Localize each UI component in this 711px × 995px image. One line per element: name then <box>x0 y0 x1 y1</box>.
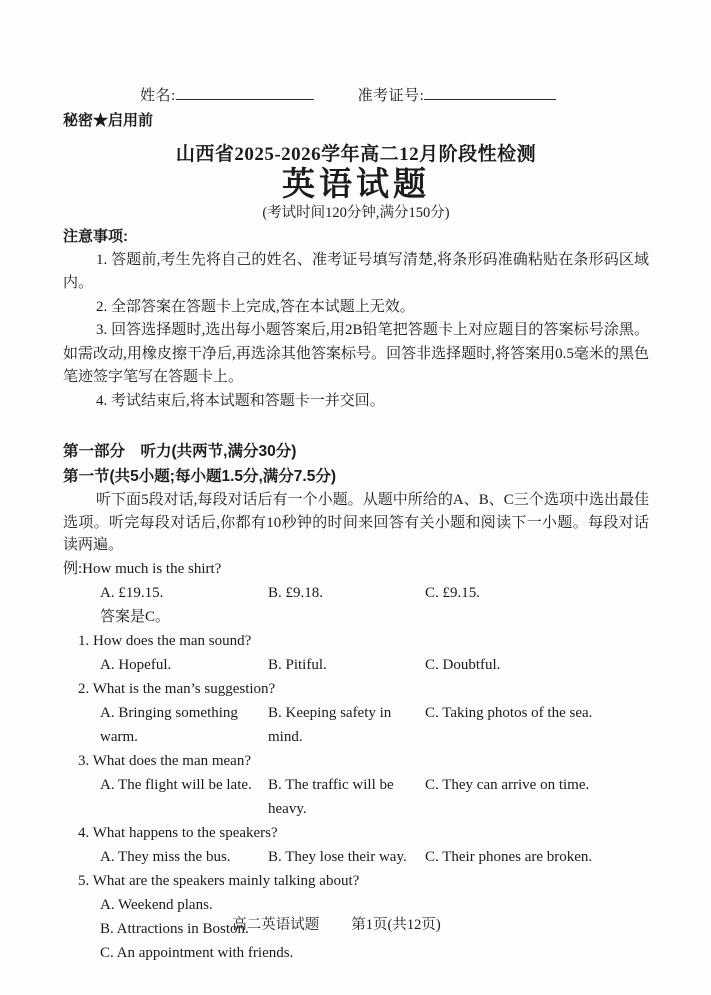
section1-heading: 第一节(共5小题;每小题1.5分,满分7.5分) <box>63 468 337 485</box>
example-prompt: 例:How much is the shirt? <box>63 560 222 577</box>
candidate-info-row <box>140 85 649 107</box>
question-2-options <box>100 701 649 749</box>
example-option-b: B. £9.18. <box>268 584 324 601</box>
notice-item-4: 4. 考试结束后,将本试题和答题卡一并交回。 <box>96 392 385 409</box>
question-2-option-b: B. Keeping safety in mind. <box>268 704 392 745</box>
question-4-text: 4. What happens to the speakers? <box>78 824 278 841</box>
question-5-option-b: B. Attractions in Boston. <box>100 920 249 937</box>
notice-item-2: 2. 全部答案在答题卡上完成,答在本试题上无效。 <box>96 298 415 315</box>
question-4-option-a: A. They miss the bus. <box>100 848 231 865</box>
notices-block <box>63 249 649 414</box>
example-answer-note: 答案是C。 <box>100 608 171 625</box>
question-3-text: 3. What does the man mean? <box>78 752 251 769</box>
question-2-option-c: C. Taking photos of the sea. <box>425 704 593 721</box>
exam-duration-info: (考试时间120分钟,满分150分) <box>262 205 450 221</box>
footer-doc-label: 高二英语试题 <box>232 917 320 933</box>
secrecy-notice: 秘密★启用前 <box>63 112 154 129</box>
notices-heading: 注意事项: <box>63 228 128 245</box>
question-5-text: 5. What are the speakers mainly talking about? <box>78 872 360 889</box>
example-options-row <box>100 581 649 605</box>
notice-item-3: 3. 回答选择题时,选出每小题答案后,用2B铅笔把答题卡上对应题目的答案标号涂黑。如需改动,用橡皮擦干净后,再选涂其他答案标号。回答非选择题时,将答案用0.5毫米的黑色笔迹签字笔写在答题卡上。 <box>63 322 649 385</box>
question-5-option-c: C. An appointment with friends. <box>100 944 294 961</box>
exam-session-title: 山西省2025-2026学年高二12月阶段性检测 <box>175 144 537 165</box>
question-3-options <box>100 773 649 821</box>
question-5-option-a: A. Weekend plans. <box>100 896 213 913</box>
admission-id-blank-field <box>424 85 556 100</box>
question-3-option-b: B. The traffic will be heavy. <box>268 776 394 817</box>
question-3-option-a: A. The flight will be late. <box>100 776 252 793</box>
question-1-option-b: B. Pitiful. <box>268 656 327 673</box>
page-footer <box>0 915 692 935</box>
question-1-options <box>100 653 649 677</box>
question-4-option-b: B. They lose their way. <box>268 848 407 865</box>
example-option-a: A. £19.15. <box>100 584 164 601</box>
question-1-text: 1. How does the man sound? <box>78 632 252 649</box>
question-2-option-a: A. Bringing something warm. <box>100 704 238 745</box>
question-1-option-a: A. Hopeful. <box>100 656 172 673</box>
example-option-c: C. £9.15. <box>425 584 481 601</box>
question-4-options <box>100 845 649 869</box>
subject-title: 英语试题 <box>282 167 430 203</box>
question-2-text: 2. What is the man’s suggestion? <box>78 680 276 697</box>
part1-heading: 第一部分 听力(共两节,满分30分) <box>63 443 297 460</box>
footer-page-number: 第1页(共12页) <box>351 917 441 933</box>
notice-item-1: 1. 答题前,考生先将自己的姓名、准考证号填写清楚,将条形码准确粘贴在条形码区域内。 <box>63 251 649 291</box>
question-4-option-c: C. Their phones are broken. <box>425 848 593 865</box>
question-1-option-c: C. Doubtful. <box>425 656 501 673</box>
name-label: 姓名: <box>140 88 176 104</box>
listening-instructions: 听下面5段对话,每段对话后有一个小题。从题中所给的A、B、C三个选项中选出最佳选项。听完每段对话后,你都有10秒钟的时间来回答有关小题和阅读下一小题。每段对话读两遍。 <box>63 492 649 553</box>
admission-id-label: 准考证号: <box>357 88 425 104</box>
question-3-option-c: C. They can arrive on time. <box>425 776 590 793</box>
name-blank-field <box>176 85 314 100</box>
